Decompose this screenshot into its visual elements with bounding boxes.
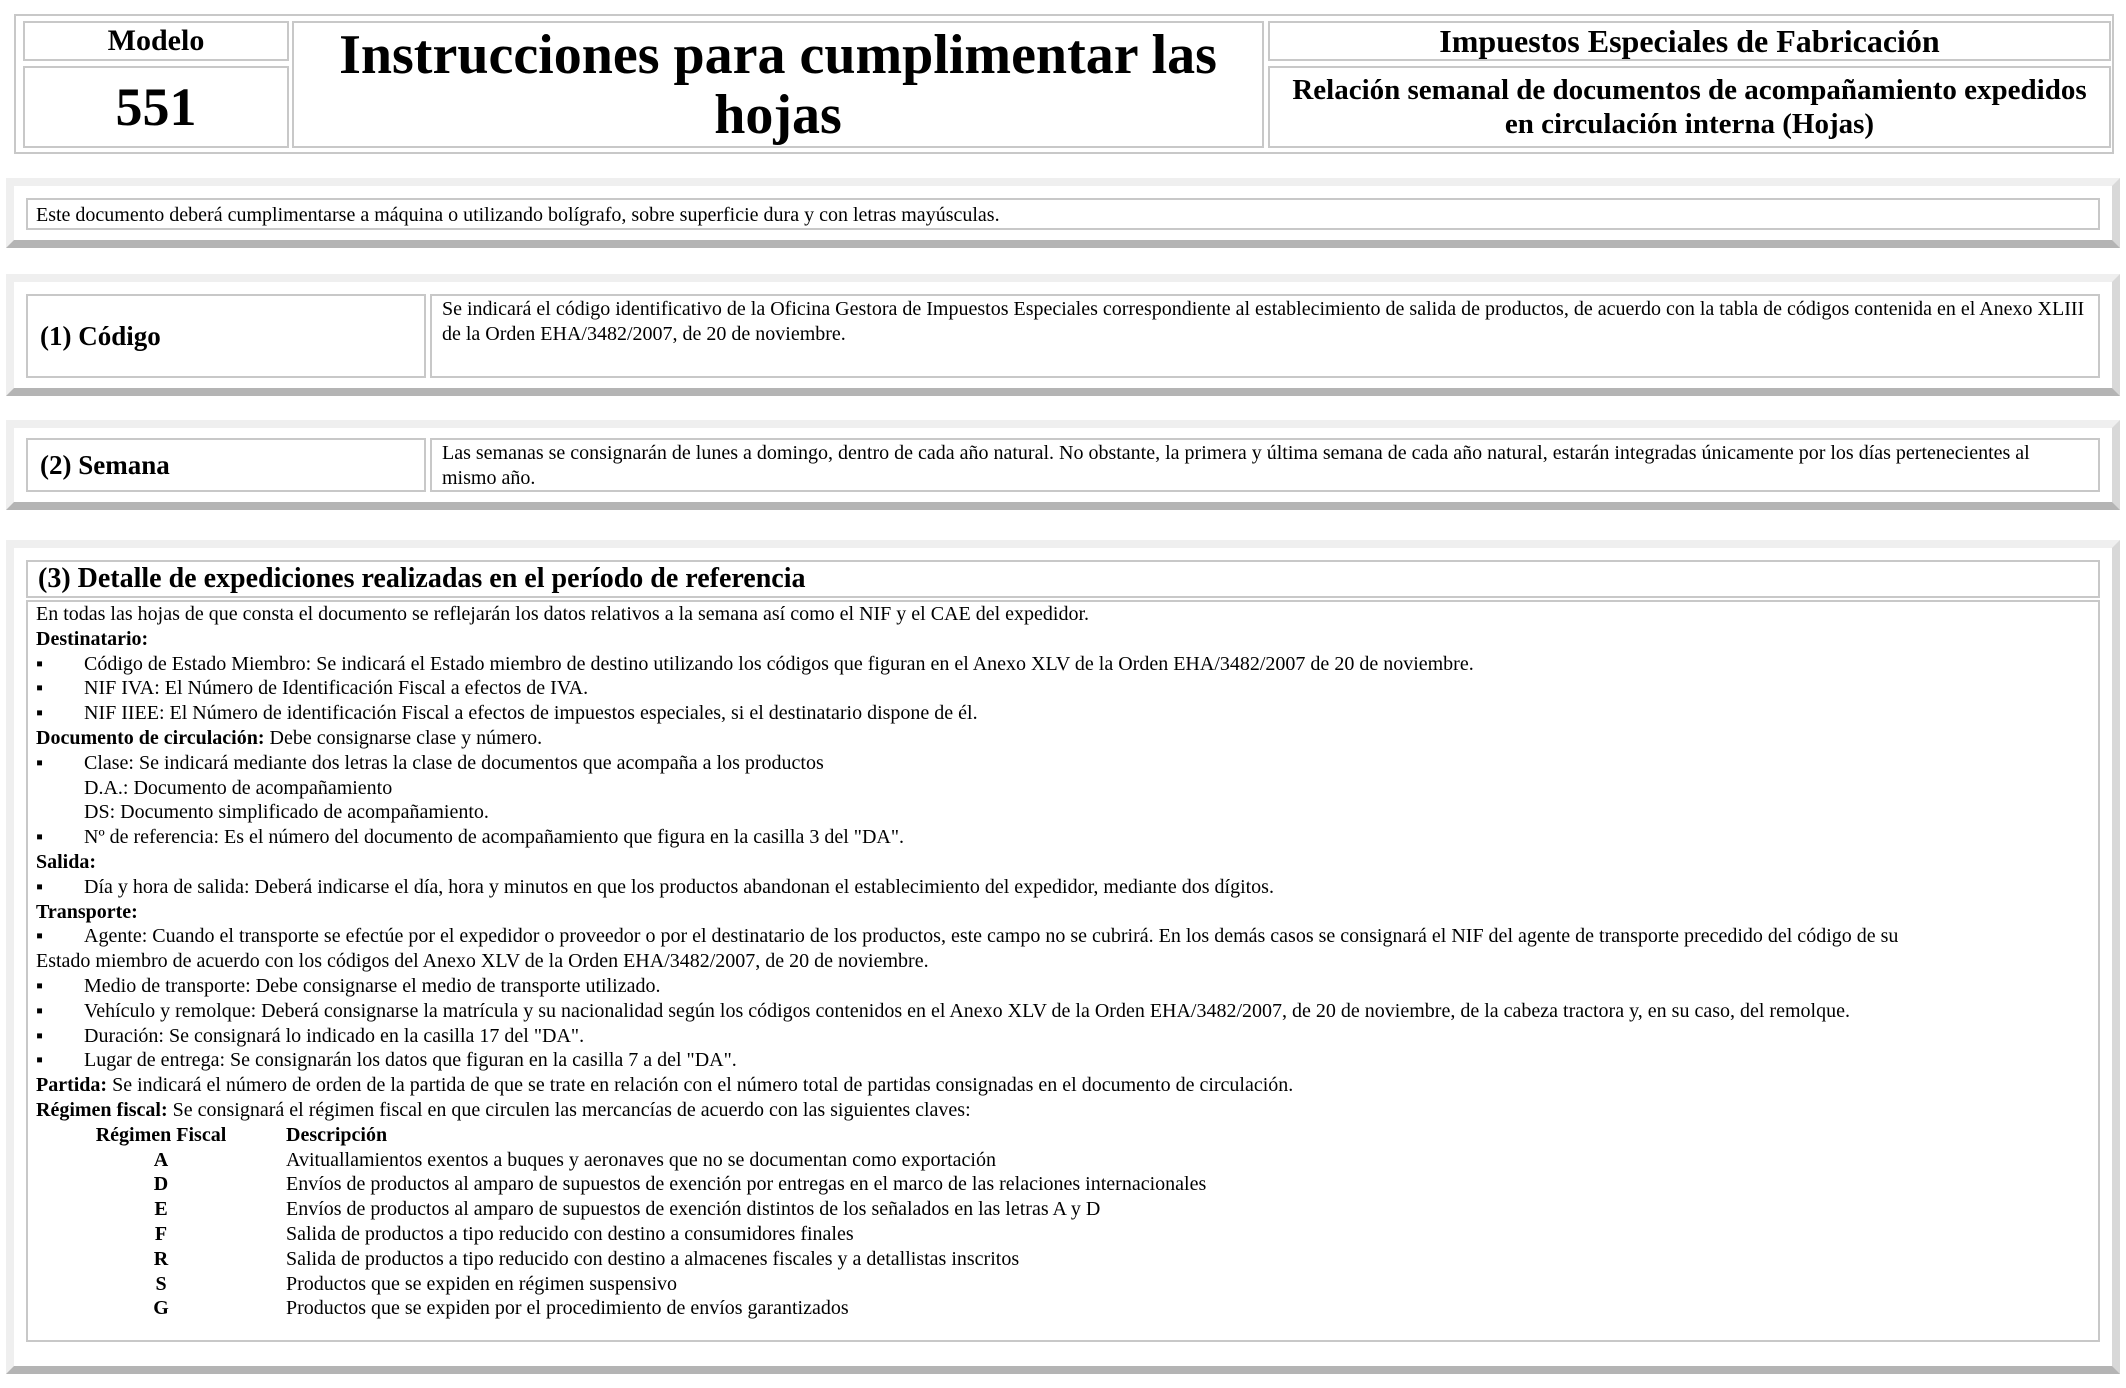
modelo-number: 551 (23, 66, 289, 148)
transporte-heading: Transporte: (36, 900, 138, 923)
bullet-icon: ▪ (36, 826, 44, 849)
agente-continuation: Estado miembro de acuerdo con los códigos del Anexo XLV de la Orden EHA/3482/2007, de 20 de noviembre. (36, 950, 929, 973)
note-text: Este documento deberá cumplimentarse a máquina o utilizando bolígrafo, sobre superficie dura y con letras mayúsculas. (26, 198, 2100, 230)
note-section (6, 178, 2120, 248)
bullet-icon: ▪ (36, 1049, 44, 1072)
detalle-body (26, 600, 2100, 1342)
tax-category: Impuestos Especiales de Fabricación (1268, 21, 2111, 61)
form-description: Relación semanal de documentos de acompañamiento expedidos en circulación interna (Hojas) (1268, 66, 2111, 148)
documento-heading: Documento de circulación: (36, 726, 265, 749)
table-row: F Salida de productos a tipo reducido con destino a consumidores finales (154, 1222, 854, 1245)
list-item: ▪ NIF IIEE: El Número de identificación Fiscal a efectos de impuestos especiales, si el destinatario dispone de él. (36, 702, 978, 725)
list-item: ▪ Nº de referencia: Es el número del documento de acompañamiento que figura en la casilla 3 del "DA". (36, 826, 904, 849)
detalle-title: (3) Detalle de expediciones realizadas en el período de referencia (26, 560, 2100, 598)
clase-da: D.A.: Documento de acompañamiento (84, 776, 393, 799)
bullet-icon: ▪ (36, 677, 44, 700)
table-row: A Avituallamientos exentos a buques y aeronaves que no se documentan como exportación (153, 1148, 996, 1171)
semana-label: (2) Semana (26, 438, 426, 492)
semana-section (6, 420, 2120, 510)
regimen-col-code: Régimen Fiscal (95, 1123, 227, 1146)
modelo-label: Modelo (23, 21, 289, 61)
list-item: ▪ Clase: Se indicará mediante dos letras la clase de documentos que acompaña a los productos (36, 751, 824, 774)
bullet-icon: ▪ (36, 751, 44, 774)
partida-heading: Partida: (36, 1074, 108, 1097)
bullet-icon: ▪ (36, 875, 44, 898)
regimen-heading: Régimen fiscal: (36, 1098, 168, 1121)
bullet-icon: ▪ (36, 1024, 44, 1047)
page-title: Instrucciones para cumplimentar las hojas (292, 21, 1264, 148)
bullet-icon: ▪ (36, 652, 44, 675)
table-row: G Productos que se expiden por el procedimiento de envíos garantizados (153, 1297, 849, 1320)
bullet-icon: ▪ (36, 925, 44, 948)
list-item: ▪ Código de Estado Miembro: Se indicará el Estado miembro de destino utilizando los códigos que figuran en el Anexo XLV de la Orden EHA/3482/2007 de 20 de noviembre. (36, 652, 1474, 675)
detalle-section (6, 540, 2120, 1374)
detalle-intro: En todas las hojas de que consta el documento se reflejarán los datos relativos a la semana así como el NIF y el CAE del expedidor. (36, 603, 1090, 625)
regimen-line: Régimen fiscal: Se consignará el régimen fiscal en que circulen las mercancías de acuerdo con las siguientes claves: (36, 1098, 971, 1121)
form-header (14, 14, 2114, 154)
list-item: ▪ Lugar de entrega: Se consignarán los datos que figuran en la casilla 7 a del "DA". (36, 1049, 737, 1072)
list-item: ▪ Día y hora de salida: Deberá indicarse el día, hora y minutos en que los productos abandonan el establecimiento del expedidor, mediante dos dígitos. (36, 875, 1274, 898)
salida-heading: Salida: (36, 850, 97, 873)
bullet-icon: ▪ (36, 974, 44, 997)
codigo-section (6, 274, 2120, 396)
table-row: S Productos que se expiden en régimen suspensivo (155, 1272, 678, 1295)
codigo-text: Se indicará el código identificativo de la Oficina Gestora de Impuestos Especiales correspondiente al establecimiento de salida de productos, de acuerdo con la tabla de códigos contenida en el Anexo XLIII de la Orden EHA/3482/2007, de 20 de noviembre. (430, 294, 2100, 378)
bullet-icon: ▪ (36, 702, 44, 725)
regimen-col-desc: Descripción (286, 1123, 388, 1146)
codigo-label: (1) Código (26, 294, 426, 378)
table-row: D Envíos de productos al amparo de supuestos de exención por entregas en el marco de las relaciones internacionales (153, 1173, 1207, 1196)
semana-text: Las semanas se consignarán de lunes a domingo, dentro de cada año natural. No obstante, la primera y última semana de cada año natural, estarán integradas únicamente por los días pertenecientes al mismo año. (430, 438, 2100, 492)
table-row: E Envíos de productos al amparo de supuestos de exención distintos de los señalados en las letras A y D (154, 1198, 1101, 1221)
list-item: ▪ Vehículo y remolque: Deberá consignarse la matrícula y su nacionalidad según los códigos contenidos en el Anexo XLV de la Orden EHA/3482/2007, de 20 de noviembre, de la cabeza tractora y, en su caso, del remolque. (36, 999, 1850, 1022)
list-item: ▪ Agente: Cuando el transporte se efectúe por el expedidor o proveedor o por el destinatario de los productos, este campo no se cubrirá. En los demás casos se consignará el NIF del agente de transporte precedido del código de su (36, 925, 1899, 948)
destinatario-heading: Destinatario: (36, 627, 149, 650)
list-item: ▪ NIF IVA: El Número de Identificación Fiscal a efectos de IVA. (36, 677, 589, 700)
bullet-icon: ▪ (36, 999, 44, 1022)
list-item: ▪ Medio de transporte: Debe consignarse el medio de transporte utilizado. (36, 974, 661, 997)
partida-line: Partida: Se indicará el número de orden de la partida de que se trate en relación con el número total de partidas consignadas en el documento de circulación. (36, 1074, 1294, 1097)
documento-line: Documento de circulación: Debe consignarse clase y número. (36, 726, 543, 749)
table-row: R Salida de productos a tipo reducido con destino a almacenes fiscales y a detallistas inscritos (153, 1247, 1020, 1270)
clase-ds: DS: Documento simplificado de acompañamiento. (84, 801, 489, 824)
regimen-table-header (36, 1123, 2090, 1148)
list-item: ▪ Duración: Se consignará lo indicado en la casilla 17 del "DA". (36, 1024, 585, 1047)
